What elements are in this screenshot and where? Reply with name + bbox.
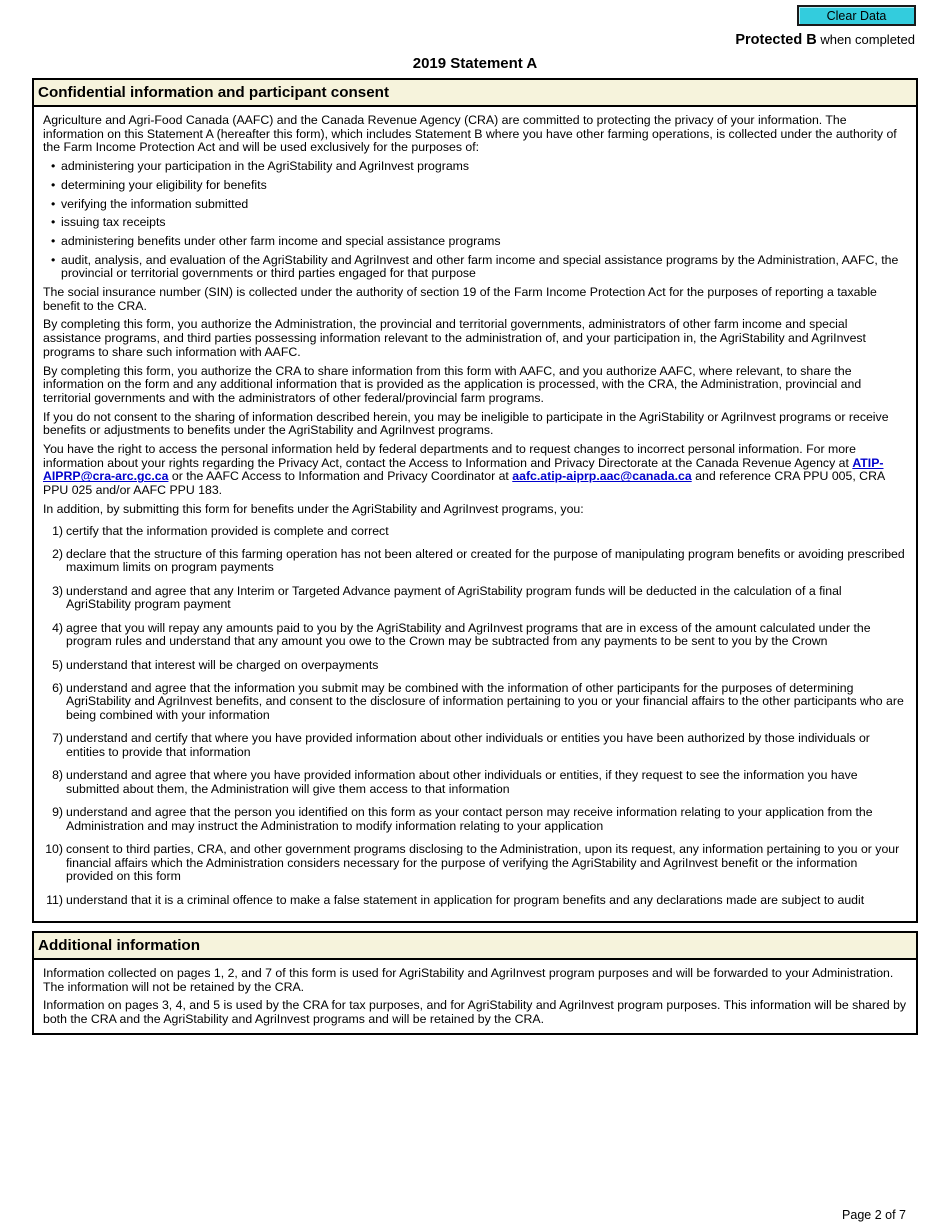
declaration-item: 8) understand and agree that where you have provided information about other individuals or entities, if they request to see the information you have submitted about them, the Administration will give them access to that information [52, 768, 858, 796]
additional-info-paragraph: Information on pages 3, 4, and 5 is used by the CRA for tax purposes, and for AgriStability and AgriInvest program purposes. This information will be shared by both the CRA and the AgriStability and AgriInvest programs and will be retained by the CRA. [43, 998, 907, 1027]
protected-b-notice [735, 32, 915, 48]
privacy-paragraph: You have the right to access the personal information held by federal departments and to request changes to incorrect personal information. For more information about your rights regarding the Privacy Act, contact the Access to Information and Privacy Directorate at the Canada Revenue Agency at ATIP-AIPRP@cra-arc.gc.ca or the AAFC Access to Information and Privacy Coordinator at aafc.atip-aiprp.aac@canada.ca and reference CRA PPU 005, CRA PPU 025 and/or AAFC PPU 183. [43, 442, 885, 498]
protected-b-suffix: when completed [816, 32, 915, 47]
declaration-item: 11) understand that it is a criminal offence to make a false statement in application for program benefits and any declarations made are subject to audit [46, 892, 865, 907]
declaration-item: 10) consent to third parties, CRA, and other government programs disclosing to the Administration, upon its request, any information pertaining to you or your financial affairs which the Administration considers necessary for the purpose of verifying the AgriStability and AgriInvest benefit or the information provided on this form [45, 842, 900, 884]
declaration-item: 3) understand and agree that any Interim or Targeted Advance payment of AgriStability program funds will be deducted in the calculation of a final AgriStability program payment [52, 583, 842, 612]
statement-title: 2019 Statement A [412, 55, 538, 72]
additional-info-section [32, 931, 918, 1035]
declaration-item: 6) understand and agree that the information you submit may be combined with the information of other participants for the purposes of determining AgriStability and AgriInvest benefits, and consent to the disclosure of information pertaining to you or your financial affairs to the other participants who are being combined with your information [52, 680, 904, 723]
purpose-item: • administering your participation in the AgriStability and AgriInvest programs [51, 159, 470, 174]
declaration-item: 1) certify that the information provided is complete and correct [52, 523, 389, 538]
purpose-item: • issuing tax receipts [51, 215, 166, 230]
declaration-intro: In addition, by submitting this form for benefits under the AgriStability and AgriInvest programs, you: [43, 501, 584, 516]
no-consent-paragraph: If you do not consent to the sharing of information described herein, you may be ineligible to participate in the AgriStability or AgriInvest programs or receive benefits or adjustments to benefits under the AgriStability and AgriInvest programs. [43, 409, 889, 438]
purposes-list [43, 160, 907, 281]
consent-section-title: Confidential information and participant consent [34, 80, 916, 107]
page-number: Page 2 of 7 [842, 1208, 906, 1222]
declaration-item: 7) understand and certify that where you have provided information about other individuals or entities you have been authorized by those individuals or entities to provide that information [52, 731, 870, 760]
declaration-item: 4) agree that you will repay any amounts paid to you by the AgriStability and AgriInvest programs that are in excess of the amount calculated under the program rules and understand that any amount you owe to the Crown may be subtracted from any payments to be sent to you by the Crown [52, 620, 871, 649]
consent-intro: Agriculture and Agri-Food Canada (AAFC) and the Canada Revenue Agency (CRA) are committed to protecting the privacy of your information. The information on this Statement A (hereafter this form), which includes Statement B where you have other farming operations, is collected under the authority of the Farm Income Protection Act and will be used exclusively for the purposes of: [43, 113, 897, 155]
sin-paragraph: The social insurance number (SIN) is collected under the authority of section 19 of the Farm Income Protection Act for the purposes of reporting a taxable benefit to the CRA. [43, 285, 877, 313]
consent-section-body [34, 107, 916, 907]
purpose-item: • audit, analysis, and evaluation of the AgriStability and AgriInvest and other farm income and special assistance programs by the Administration, AAFC, the provincial or territorial governments or third parties engaged for that purpose [51, 252, 899, 281]
protected-b-label: Protected B [735, 32, 817, 48]
cra-atip-email-link[interactable]: ATIP-AIPRP@cra-arc.gc.ca [43, 455, 884, 484]
purpose-item: • administering benefits under other farm income and special assistance programs [51, 233, 501, 248]
authorize-cra-paragraph: By completing this form, you authorize the CRA to share information from this form with AAFC, and you authorize AAFC, where relevant, to share the information on the form and any additional information that is provided as the application is processed, with the CRA, the Administration, provincial and territorial governments and with the administrators of other federal/provincial farm programs. [43, 363, 862, 405]
additional-info-body [34, 960, 916, 1027]
declaration-item: 2) declare that the structure of this farming operation has not been altered or created for the purpose of manipulating program benefits or avoiding prescribed maximum limits on program payments [52, 546, 905, 575]
clear-data-button[interactable]: Clear Data [797, 5, 916, 26]
declaration-item: 5) understand that interest will be charged on overpayments [52, 657, 379, 672]
aafc-atip-email-link[interactable]: aafc.atip-aiprp.aac@canada.ca [512, 469, 692, 484]
declarations-list [43, 525, 907, 908]
additional-info-paragraph: Information collected on pages 1, 2, and 7 of this form is used for AgriStability and AgriInvest program purposes and will be forwarded to your Administration. The information will not be retained by the CRA. [43, 966, 894, 994]
authorize-administration-paragraph: By completing this form, you authorize the Administration, the provincial and territorial governments, administrators of other farm income and special assistance programs, and third parties possessing information relevant to the administration of, and your participation in, the AgriStability and AgriInvest programs to share such information with AAFC. [43, 317, 866, 359]
declaration-item: 9) understand and agree that the person you identified on this form as your contact person may receive information relating to your application from the Administration and may instruct the Administration to modify information relating to your application [52, 805, 873, 833]
purpose-item: • determining your eligibility for benefits [51, 177, 267, 192]
additional-info-title: Additional information [34, 933, 916, 960]
purpose-item: • verifying the information submitted [51, 196, 249, 211]
consent-section [32, 78, 918, 923]
